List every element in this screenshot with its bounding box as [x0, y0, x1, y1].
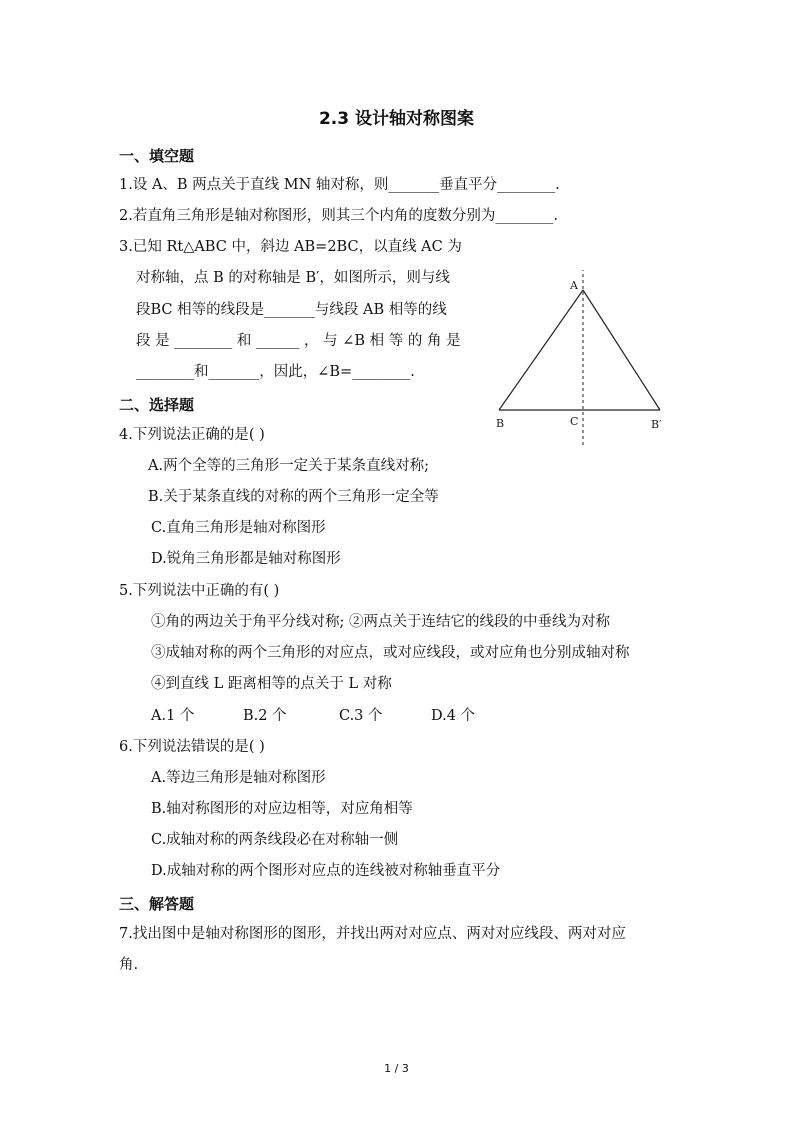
page-number: 1 / 3 [384, 1062, 409, 1075]
question-5-statement-2: ③成轴对称的两个三角形的对应点，或对应线段，或对应角也分别成轴对称 [151, 645, 630, 661]
label-b-prime: B′ [651, 418, 662, 431]
section-heading-choice: 二、选择题 [119, 396, 195, 414]
question-4-option-a: A.两个全等的三角形一定关于某条直线对称; [148, 458, 429, 474]
question-3-line-3: 段BC 相等的线段是_______与线段 AB 相等的线 [136, 302, 447, 318]
label-a: A [570, 279, 578, 292]
question-4-option-b: B.关于某条直线的对称的两个三角形一定全等 [148, 489, 439, 505]
question-6-option-c: C.成轴对称的两条线段必在对称轴一侧 [151, 832, 399, 848]
question-4-stem: 4.下列说法正确的是( ) [119, 427, 265, 443]
question-5-options [151, 706, 475, 726]
question-6-option-d: D.成轴对称的两个图形对应点的连线被对称轴垂直平分 [151, 863, 501, 879]
question-3-line-2: 对称轴，点 B 的对称轴是 B′，如图所示，则与线 [136, 270, 450, 286]
page-title: 2.3 设计轴对称图案 [318, 109, 475, 129]
question-6-stem: 6.下列说法错误的是( ) [119, 739, 265, 755]
section-heading-answer: 三、解答题 [119, 895, 195, 913]
question-5-statement-3: ④到直线 L 距离相等的点关于 L 对称 [151, 676, 392, 692]
question-5-option-c: C.3 个 [339, 708, 383, 724]
question-6-option-a: A.等边三角形是轴对称图形 [151, 770, 326, 786]
question-7-line-1: 7.找出图中是轴对称图形的图形，并找出两对对应点、两对对应线段、两对对应 [119, 926, 626, 942]
label-b: B [496, 417, 505, 430]
question-3-line-4: 段 是 ________ 和 ______ ， 与 ∠B 相 等 的 角 是 [136, 333, 461, 349]
question-7-line-2: 角. [119, 957, 139, 973]
label-c: C [570, 415, 579, 428]
question-6-option-b: B.轴对称图形的对应边相等，对应角相等 [151, 801, 413, 817]
triangle-diagram [488, 270, 678, 445]
question-1: 1.设 A、B 两点关于直线 MN 轴对称，则_______垂直平分________. [119, 177, 560, 193]
question-3-line-1: 3.已知 Rt△ABC 中，斜边 AB=2BC，以直线 AC 为 [119, 239, 462, 255]
question-5-statement-1: ①角的两边关于角平分线对称; ②两点关于连结它的线段的中垂线为对称 [151, 614, 610, 630]
question-5-stem: 5.下列说法中正确的有( ) [119, 583, 280, 599]
question-2: 2.若直角三角形是轴对称图形，则其三个内角的度数分别为________. [119, 208, 558, 224]
question-5-option-b: B.2 个 [243, 708, 287, 724]
question-5-option-d: D.4 个 [431, 708, 476, 724]
question-5-option-a: A.1 个 [151, 708, 195, 724]
question-4-option-d: D.锐角三角形都是轴对称图形 [151, 551, 341, 567]
question-3-line-5: ________和_______，因此，∠B=________. [136, 364, 415, 380]
triangle-figure [488, 270, 678, 445]
question-4-option-c: C.直角三角形是轴对称图形 [151, 520, 326, 536]
segment-ab [499, 290, 583, 410]
section-heading-fill: 一、填空题 [119, 147, 195, 165]
segment-ab-prime [583, 290, 660, 410]
